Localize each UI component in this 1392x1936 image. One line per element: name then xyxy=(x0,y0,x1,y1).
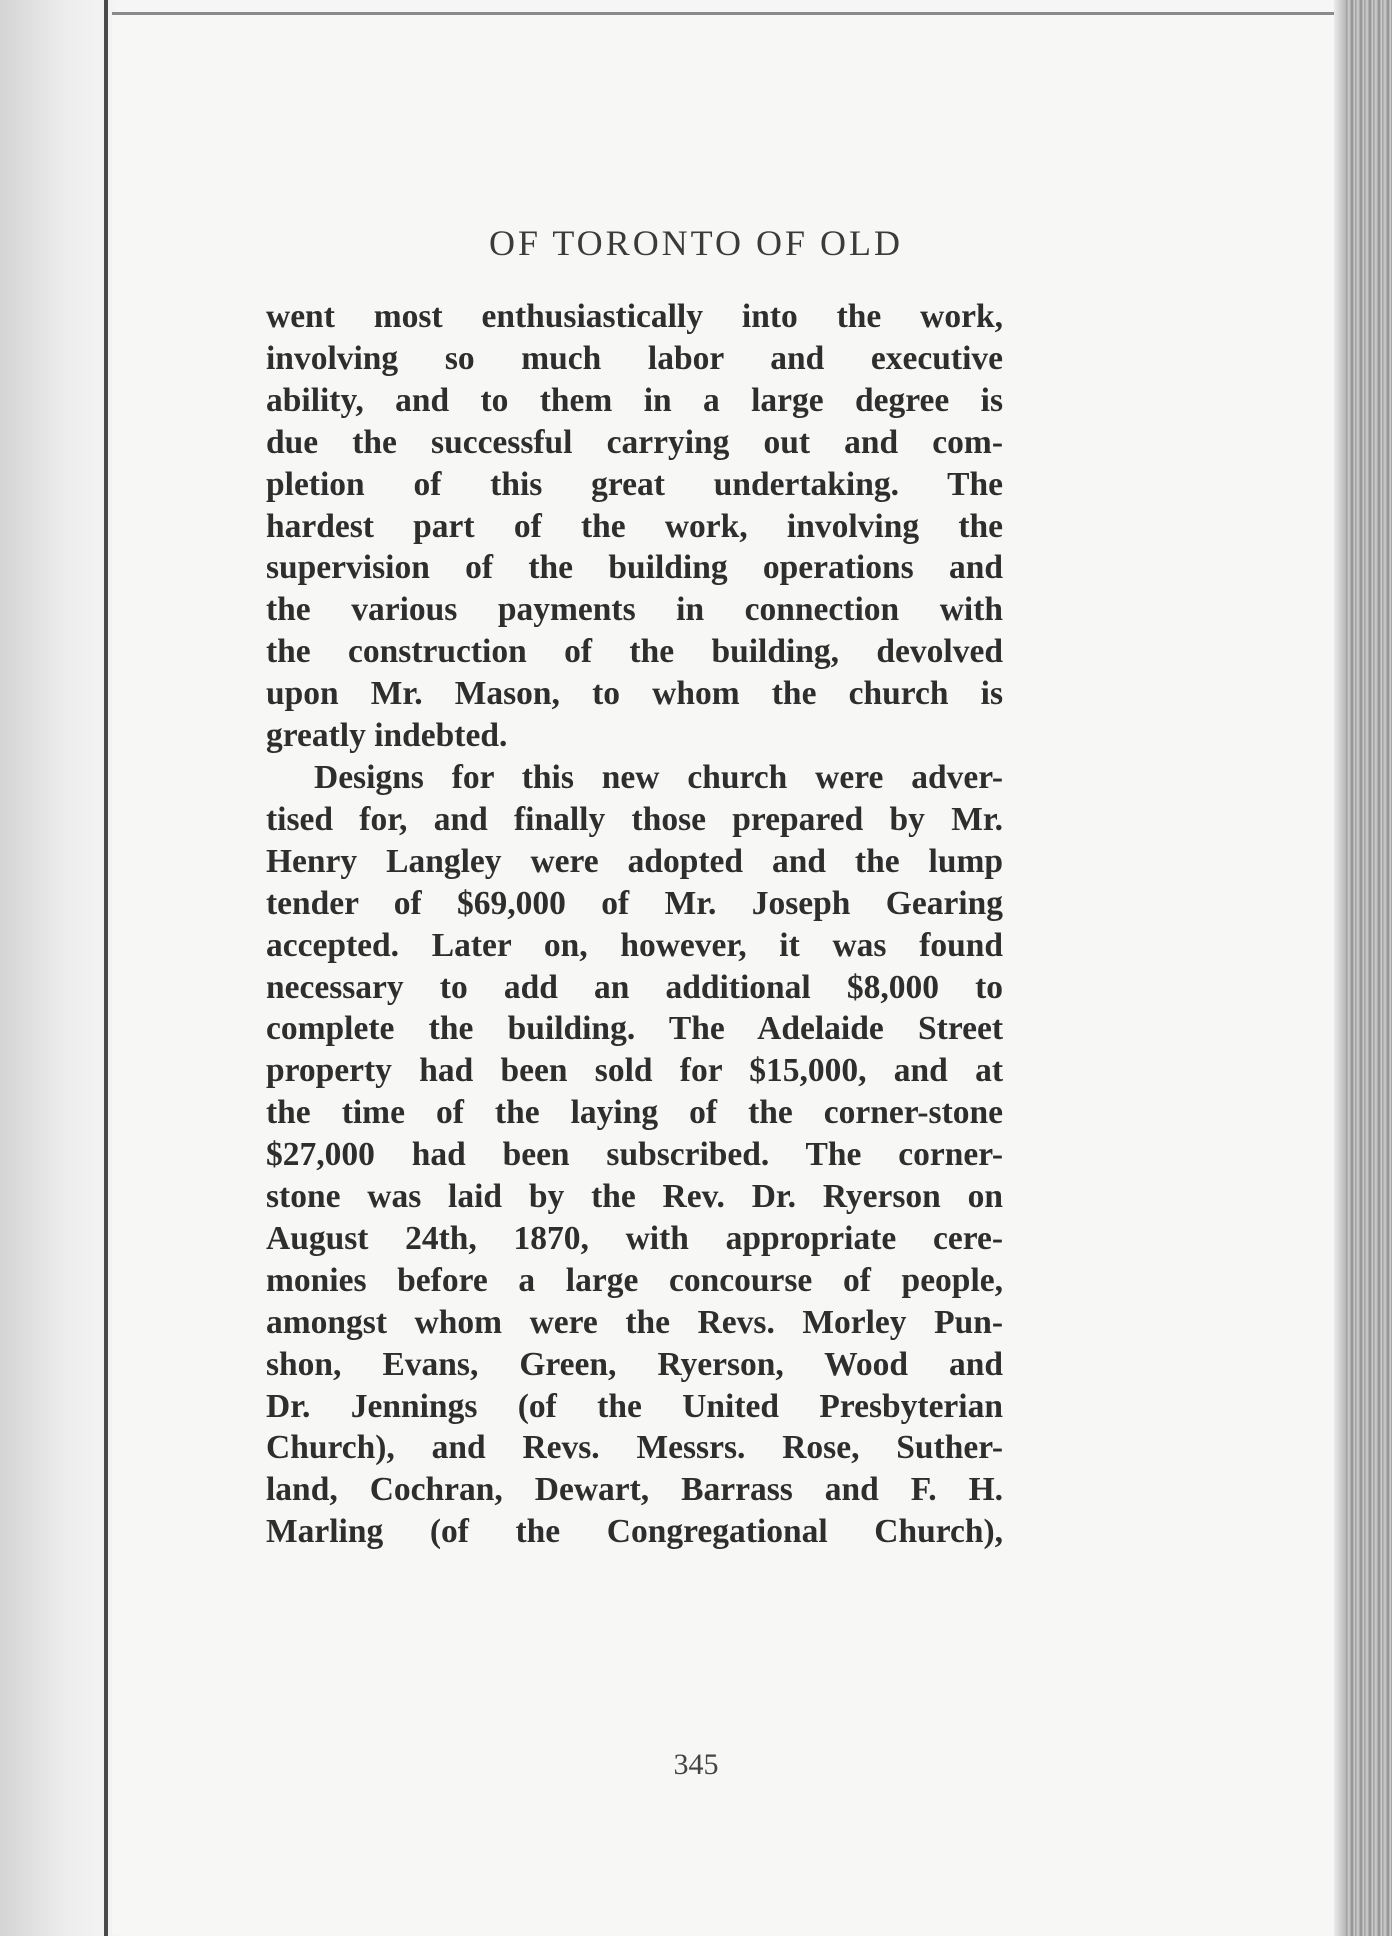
text-line: the time of the laying of the corner-stone xyxy=(266,1094,1003,1132)
text-line: complete the building. The Adelaide Street xyxy=(266,1010,1003,1048)
left-page-edge xyxy=(0,0,108,1936)
text-line: Church), and Revs. Messrs. Rose, Suther- xyxy=(266,1429,1003,1467)
text-line: greatly indebted. xyxy=(266,717,508,755)
text-line: upon Mr. Mason, to whom the church is xyxy=(266,675,1003,713)
text-line: necessary to add an additional $8,000 to xyxy=(266,968,1003,1006)
text-line: pletion of this great undertaking. The xyxy=(266,465,1003,503)
text-line: land, Cochran, Dewart, Barrass and F. H. xyxy=(266,1471,1003,1509)
text-line: Henry Langley were adopted and the lump xyxy=(266,842,1003,880)
body-text xyxy=(266,296,1003,1553)
text-line: Designs for this new church were adver- xyxy=(314,758,1003,796)
gutter-shadow xyxy=(1334,0,1346,1936)
text-line: shon, Evans, Green, Ryerson, Wood and xyxy=(266,1345,1003,1383)
text-line: supervision of the building operations and xyxy=(266,549,1003,587)
text-line: tised for, and finally those prepared by Mr. xyxy=(266,800,1003,838)
text-line: went most enthusiastically into the work, xyxy=(266,298,1003,335)
text-line: the various payments in connection with xyxy=(266,591,1003,629)
text-line: Marling (of the Congregational Church), xyxy=(266,1513,1003,1551)
paragraph-2 xyxy=(266,757,1003,1553)
text-line: amongst whom were the Revs. Morley Pun- xyxy=(266,1303,1003,1341)
text-line: stone was laid by the Rev. Dr. Ryerson on xyxy=(266,1178,1003,1216)
text-line: Dr. Jennings (of the United Presbyterian xyxy=(266,1387,1003,1425)
text-line: property had been sold for $15,000, and at xyxy=(266,1052,1003,1090)
paragraph-1 xyxy=(266,296,1003,757)
text-line: involving so much labor and executive xyxy=(266,339,1003,377)
text-line: monies before a large concourse of people, xyxy=(266,1261,1003,1299)
page-stack-edge xyxy=(1346,0,1392,1936)
text-line: hardest part of the work, involving the xyxy=(266,507,1003,545)
text-line: $27,000 had been subscribed. The corner- xyxy=(266,1136,1003,1174)
text-line: tender of $69,000 of Mr. Joseph Gearing xyxy=(266,884,1003,922)
text-line: due the successful carrying out and com- xyxy=(266,423,1003,461)
text-line: accepted. Later on, however, it was found xyxy=(266,926,1003,964)
text-line: August 24th, 1870, with appropriate cere- xyxy=(266,1219,1003,1257)
text-line: the construction of the building, devolved xyxy=(266,633,1003,671)
running-head: OF TORONTO OF OLD xyxy=(488,223,904,263)
page-number: 345 xyxy=(673,1748,719,1781)
text-line: ability, and to them in a large degree is xyxy=(266,381,1003,419)
